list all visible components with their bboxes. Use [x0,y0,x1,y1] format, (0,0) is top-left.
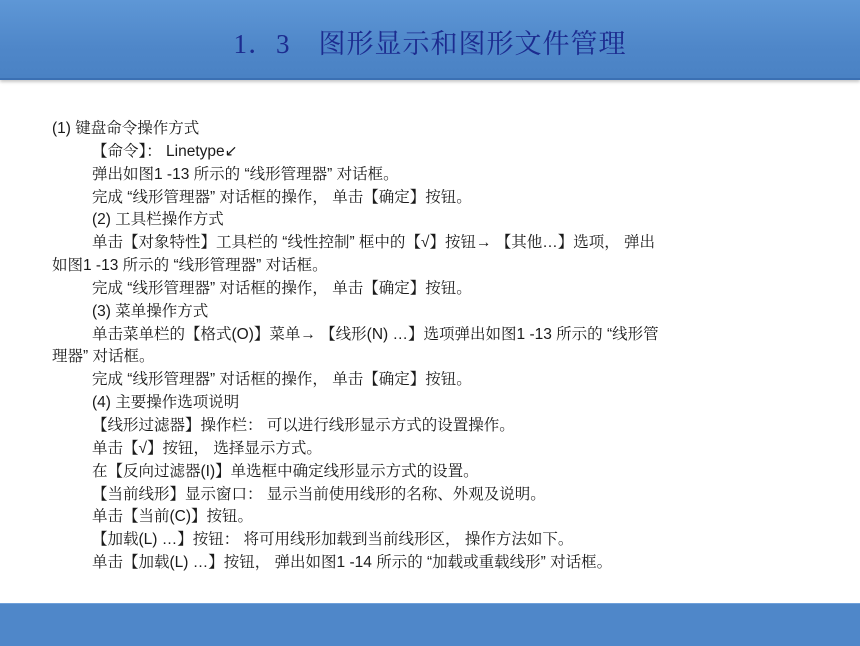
section-heading: (2) 工具栏操作方式 [92,211,224,229]
body-line: 【命令】： Linetype↙ [92,142,238,160]
body-line: 弹出如图1 -13 所示的 “线形管理器” 对话框。 [92,165,399,183]
body-line: 单击【加载(L) …】按钮， 弹出如图1 -14 所示的 “加载或重载线形” 对话框。 [92,554,613,572]
body-line: 完成 “线形管理器” 对话框的操作， 单击【确定】按钮。 [92,279,472,297]
body-line: 在【反向过滤器(I)】单选框中确定线形显示方式的设置。 [92,462,479,480]
body-line: 完成 “线形管理器” 对话框的操作， 单击【确定】按钮。 [92,188,472,206]
slide-title: 1．3 图形显示和图形文件管理 [233,29,627,59]
body-line: 【当前线形】显示窗口： 显示当前使用线形的名称、外观及说明。 [92,485,546,503]
section-heading: (4) 主要操作选项说明 [92,394,240,412]
body-line: 理器” 对话框。 [52,348,155,366]
header-bar [0,0,860,80]
body-line: 单击【√】按钮， 选择显示方式。 [92,439,322,457]
footer-bar [0,603,860,646]
body-line: 单击【当前(C)】按钮。 [92,508,254,526]
section-heading: (1) 键盘命令操作方式 [52,120,200,137]
slide-body [52,118,842,575]
section-heading: (3) 菜单操作方式 [92,302,209,320]
body-line: 单击【对象特性】工具栏的 “线性控制” 框中的【√】按钮→ 【其他…】选项， 弹出 [92,234,656,252]
body-line: 完成 “线形管理器” 对话框的操作， 单击【确定】按钮。 [92,371,472,389]
body-line: 单击菜单栏的【格式(O)】菜单→ 【线形(N) …】选项弹出如图1 -13 所示的 “线形管 [92,325,659,343]
body-line: 【加载(L) …】按钮： 将可用线形加载到当前线形区， 操作方法如下。 [92,531,574,549]
body-line: 如图1 -13 所示的 “线形管理器” 对话框。 [52,257,328,275]
body-line: 【线形过滤器】操作栏： 可以进行线形显示方式的设置操作。 [92,416,515,434]
